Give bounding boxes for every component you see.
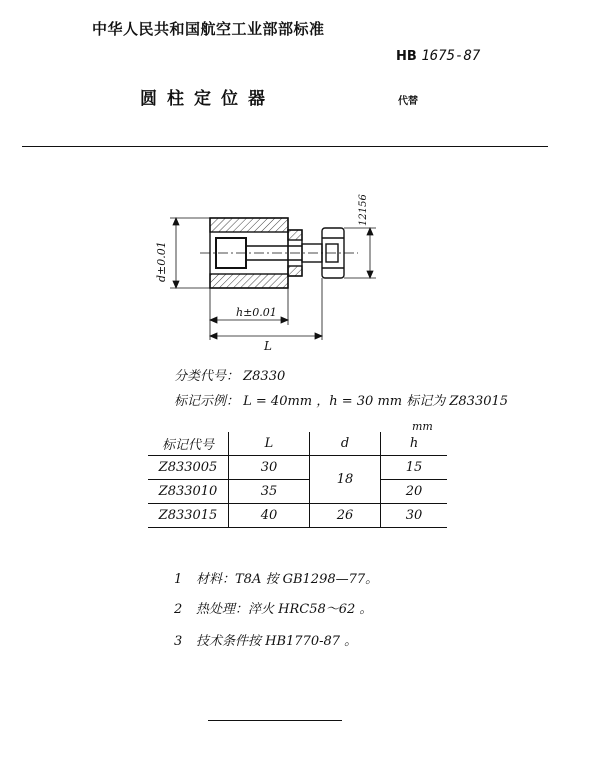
table-row — [148, 504, 447, 528]
note-text: 材料：T8A 按 GB1298—77。 — [196, 572, 379, 587]
cell-L: 35 — [229, 480, 310, 504]
cell-h: 20 — [381, 480, 448, 504]
table-header-row — [148, 432, 447, 456]
standard-prefix: HB — [396, 49, 417, 64]
cell-d: 26 — [310, 504, 381, 528]
note-text: 技术条件按 HB1770-87 。 — [196, 634, 358, 649]
header-code: 标记代号 — [148, 432, 229, 456]
note-index: 2 — [174, 602, 183, 617]
dim-thread-label: 12156 — [358, 194, 369, 226]
dim-d-label: d±0.01 — [155, 241, 168, 282]
note-index: 3 — [174, 634, 183, 649]
table-unit: mm — [412, 420, 433, 433]
cell-L: 40 — [229, 504, 310, 528]
cell-h: 30 — [381, 504, 448, 528]
header-h: h — [381, 432, 448, 456]
classification-code: 分类代号： Z8330 — [174, 369, 286, 384]
footer-divider — [208, 720, 342, 721]
dim-L-label: L — [264, 339, 272, 353]
marking-example: 标记示例： L = 40mm ，h = 30 mm 标记为 Z833015 — [174, 394, 509, 409]
issuing-organization: 中华人民共和国航空工业部部标准 — [92, 20, 325, 38]
note-index: 1 — [174, 572, 183, 587]
technical-drawing — [140, 190, 400, 355]
cell-L: 30 — [229, 456, 310, 480]
header-d: d — [310, 432, 381, 456]
cell-h: 15 — [381, 456, 448, 480]
replaces-label: 代替 — [398, 96, 418, 107]
standard-code: 1675-87 — [421, 48, 481, 64]
header-L: L — [229, 432, 310, 456]
standard-number — [396, 48, 480, 64]
cell-code: Z833015 — [148, 504, 229, 528]
note-item — [174, 598, 372, 617]
cell-code: Z833005 — [148, 456, 229, 480]
note-item — [174, 630, 357, 649]
document-title: 圆柱定位器 — [140, 89, 275, 109]
header-divider — [22, 146, 548, 147]
table-row — [148, 480, 447, 504]
cell-code: Z833010 — [148, 480, 229, 504]
note-item — [174, 568, 378, 587]
spec-table — [148, 432, 447, 528]
note-text: 热处理：淬火 HRC58～62 。 — [196, 602, 373, 617]
dim-h-label: h±0.01 — [236, 306, 277, 319]
table-row — [148, 456, 447, 480]
cell-d-merged: 18 — [310, 456, 381, 504]
